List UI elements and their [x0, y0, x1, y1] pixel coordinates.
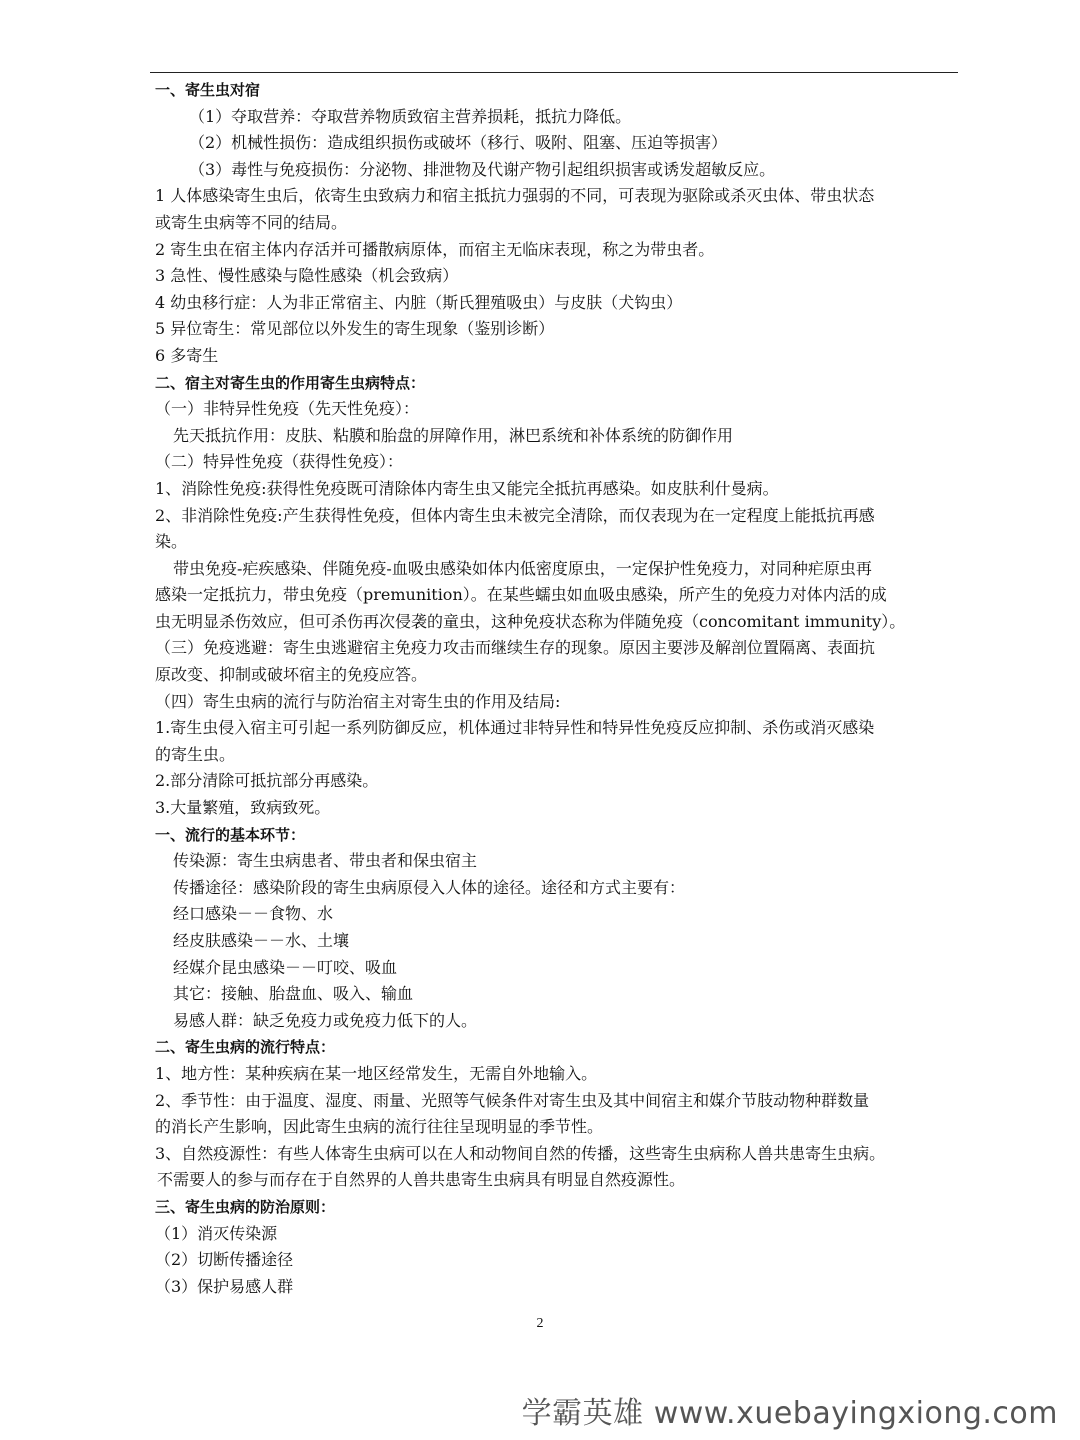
text-line: 传染源：寄生虫病患者、带虫者和保虫宿主: [173, 851, 478, 871]
text-line: （三）免疫逃避：寄生虫逃避宿主免疫力攻击而继续生存的现象。原因主要涉及解剖位置隔离、表面抗: [155, 638, 876, 658]
text-line: 3 急性、慢性感染与隐性感染（机会致病）: [155, 266, 459, 286]
text-line: 1.寄生虫侵入宿主可引起一系列防御反应，机体通过非特异性和特异性免疫反应抑制、杀伤或消灭感染: [155, 718, 875, 738]
text-line: 染。: [155, 532, 188, 552]
text-line: 传播途径：感染阶段的寄生虫病原侵入人体的途径。途径和方式主要有：: [173, 877, 686, 897]
text-line: 1、消除性免疫:获得性免疫既可清除体内寄生虫又能完全抵抗再感染。如皮肤利什曼病。: [155, 478, 779, 498]
text-line: 2、非消除性免疫:产生获得性免疫，但体内寄生虫未被完全清除，而仅表现为在一定程度上能抵抗再感: [155, 505, 875, 525]
section-heading: 二、宿主对寄生虫的作用寄生虫病特点：: [155, 373, 426, 392]
text-line: 的消长产生影响，因此寄生虫病的流行往往呈现明显的季节性。: [155, 1117, 604, 1137]
document-body: [155, 77, 955, 1300]
text-line: 3.大量繁殖，致病致死。: [155, 798, 331, 818]
text-line: （2）切断传播途径: [155, 1250, 294, 1270]
text-line: （3）保护易感人群: [155, 1276, 294, 1296]
text-line: 3、自然疫源性：有些人体寄生虫病可以在人和动物间自然的传播，这些寄生虫病称人兽共患寄生虫病。: [155, 1143, 886, 1163]
text-line: 先天抵抗作用：皮肤、粘膜和胎盘的屏障作用，淋巴系统和补体系统的防御作用: [173, 425, 734, 445]
section-heading: 二、寄生虫病的流行特点：: [155, 1038, 336, 1057]
text-line: 虫无明显杀伤效应，但可杀伤再次侵袭的童虫，这种免疫状态称为伴随免疫（concomitant immunity）。: [155, 611, 906, 631]
text-line: （二）特异性免疫（获得性免疫）：: [155, 452, 404, 472]
text-line: 1 人体感染寄生虫后，依寄生虫致病力和宿主抵抗力强弱的不同，可表现为驱除或杀灭虫体、带虫状态: [155, 186, 875, 206]
text-line: 易感人群：缺乏免疫力或免疫力低下的人。: [173, 1010, 478, 1030]
text-line: （2）机械性损伤：造成组织损伤或破坏（移行、吸附、阻塞、压迫等损害）: [189, 133, 728, 153]
section-heading: 一、流行的基本环节：: [155, 825, 306, 844]
text-line: 4 幼虫移行症：人为非正常宿主、内脏（斯氏狸殖吸虫）与皮肤（犬钩虫）: [155, 292, 683, 312]
text-line: （1）消灭传染源: [155, 1223, 278, 1243]
text-line: 或寄生虫病等不同的结局。: [155, 212, 348, 232]
text-line: （一）非特异性免疫（先天性免疫）：: [155, 399, 420, 419]
section-heading: 三、寄生虫病的防治原则：: [155, 1197, 336, 1216]
text-line: 带虫免疫-疟疾感染、伴随免疫-血吸虫感染如体内低密度原虫，一定保护性免疫力，对同种疟原虫再: [173, 558, 872, 578]
text-line: 的寄生虫。: [155, 744, 236, 764]
text-line: （3）毒性与免疫损伤：分泌物、排泄物及代谢产物引起组织损害或诱发超敏反应。: [189, 159, 776, 179]
text-line: 经口感染－－食物、水: [173, 904, 334, 924]
text-line: （四）寄生虫病的流行与防治宿主对寄生虫的作用及结局:: [155, 691, 561, 711]
text-line: 感染一定抵抗力，带虫免疫（premunition）。在某些蠕虫如血吸虫感染，所产生的免疫力对体内活的成: [155, 585, 887, 605]
text-line: 1、地方性：某种疾病在某一地区经常发生，无需自外地输入。: [155, 1063, 598, 1083]
text-line: 2.部分清除可抵抗部分再感染。: [155, 771, 379, 791]
section-heading: 一、寄生虫对宿: [155, 81, 261, 99]
page-number: 2: [536, 1316, 544, 1331]
site-watermark: 学霸英雄 www.xuebayingxiong.com: [521, 1396, 1058, 1431]
text-line: 不需要人的参与而存在于自然界的人兽共患寄生虫病具有明显自然疫源性。: [157, 1170, 686, 1190]
text-line: （1）夺取营养：夺取营养物质致宿主营养损耗，抵抗力降低。: [189, 106, 632, 126]
text-line: 经皮肤感染－－水、土壤: [173, 931, 350, 950]
text-line: 原改变、抑制或破坏宿主的免疫应答。: [155, 665, 428, 685]
text-line: 经媒介昆虫感染－－叮咬、吸血: [173, 957, 398, 977]
text-line: 2 寄生虫在宿主体内存活并可播散病原体，而宿主无临床表现，称之为带虫者。: [155, 239, 715, 259]
text-line: 其它：接触、胎盘血、吸入、输血: [173, 984, 414, 1004]
text-line: 2、季节性：由于温度、湿度、雨量、光照等气候条件对寄生虫及其中间宿主和媒介节肢动物种群数量: [155, 1090, 870, 1110]
text-line: 6 多寄生: [155, 345, 219, 365]
header-rule: [150, 72, 958, 73]
text-line: 5 异位寄生：常见部位以外发生的寄生现象（鉴别诊断）: [155, 319, 555, 339]
